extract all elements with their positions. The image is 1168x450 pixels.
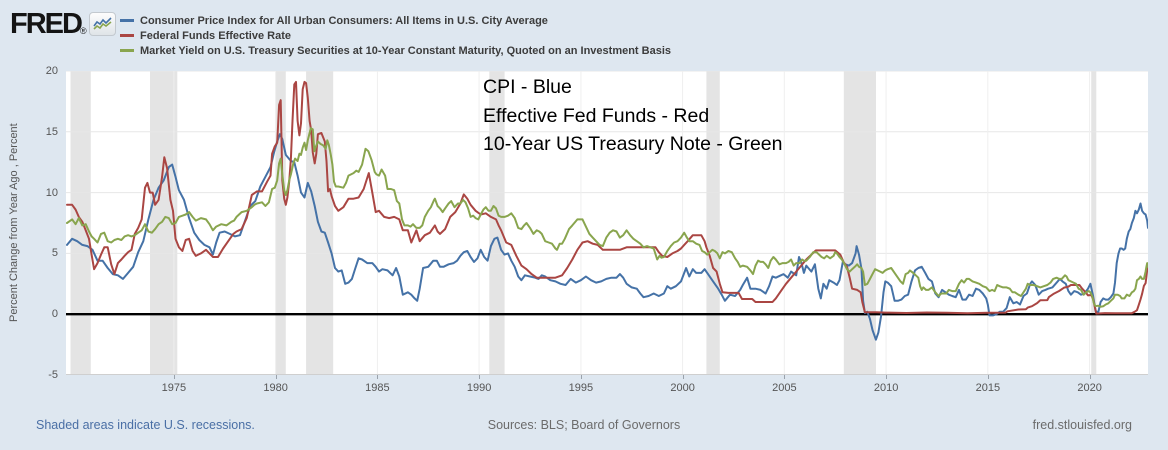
x-tick-label: 2020 — [1077, 382, 1102, 394]
annotation-line-cpi: CPI - Blue — [483, 76, 572, 98]
recession-band — [1091, 71, 1096, 375]
x-tick-mark — [683, 375, 684, 379]
registered-trademark: ® — [79, 26, 87, 36]
annotation-line-fed-funds: Effective Fed Funds - Red — [483, 104, 710, 127]
y-tick-label: 20 — [45, 65, 58, 77]
x-tick-mark — [988, 375, 989, 379]
x-tick-label: 1975 — [161, 382, 187, 394]
x-tick-mark — [276, 375, 277, 379]
x-tick-label: 2005 — [772, 382, 797, 394]
x-tick-label: 1980 — [263, 382, 288, 394]
legend-label-fed-funds: Federal Funds Effective Rate — [140, 29, 291, 42]
x-tick-mark — [479, 375, 480, 379]
y-tick-label: 0 — [51, 308, 58, 321]
recession-note-link[interactable]: Shaded areas indicate U.S. recessions. — [36, 418, 255, 432]
y-axis-title: Percent Change from Year Ago , Percent — [8, 123, 20, 323]
annotation-line-treasury: 10-Year US Treasury Note - Green — [483, 133, 783, 155]
x-tick-mark — [581, 375, 582, 379]
y-tick-label: 10 — [45, 186, 58, 199]
annotation-overlay — [483, 73, 783, 159]
x-tick-label: 2015 — [975, 382, 1001, 394]
x-tick-label: 2010 — [873, 382, 899, 394]
x-tick-label: 1995 — [568, 382, 594, 394]
fred-site-link[interactable]: fred.stlouisfed.org — [1032, 418, 1132, 432]
x-tick-label: 1985 — [365, 382, 390, 394]
x-tick-label: 1990 — [466, 382, 492, 394]
legend-label-cpi: Consumer Price Index for All Urban Consumers: All Items in U.S. City Average — [140, 14, 548, 27]
x-tick-mark — [174, 375, 175, 379]
x-tick-label: 2000 — [670, 382, 695, 394]
x-tick-mark — [1090, 375, 1091, 379]
fred-wordmark: FRED — [10, 8, 81, 40]
y-tick-label: -5 — [48, 369, 58, 381]
sources-text: Sources: BLS; Board of Governors — [487, 418, 681, 432]
legend-label-treasury-10y: Market Yield on U.S. Treasury Securities at 10-Year Constant Maturity, Quoted on an Investment Basis — [140, 44, 672, 57]
x-tick-mark — [377, 375, 378, 379]
y-tick-label: 15 — [45, 125, 58, 138]
y-tick-label: 5 — [51, 247, 58, 260]
x-tick-mark — [886, 375, 887, 379]
recession-band — [844, 71, 876, 375]
x-tick-mark — [784, 375, 785, 379]
